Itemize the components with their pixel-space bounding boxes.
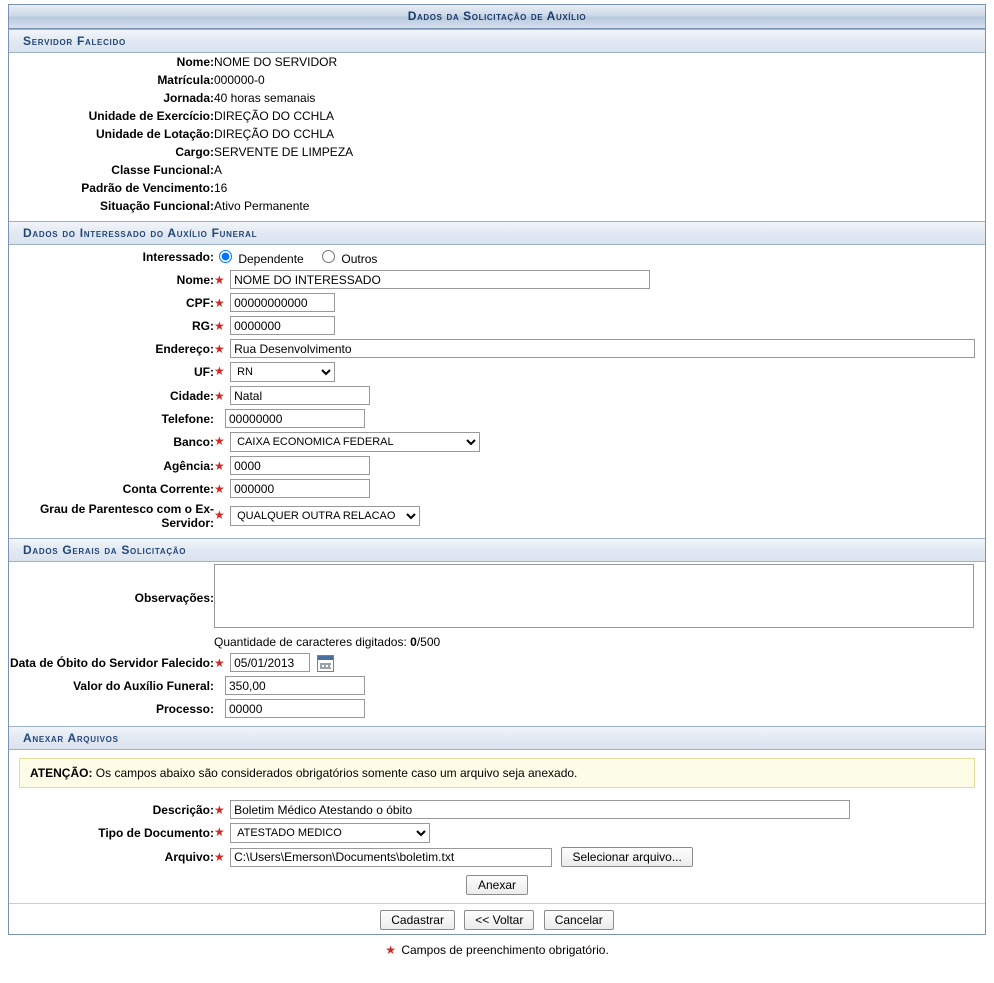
warning-label: ATENÇÃO: [30, 766, 93, 780]
field-label-padrao-vencimento: Padrão de Vencimento: [81, 181, 214, 195]
select-banco[interactable] [230, 432, 480, 452]
cadastrar-button[interactable]: Cadastrar [380, 910, 455, 930]
required-marker-icon: ★ [214, 318, 225, 333]
field-value-cargo: SERVENTE DE LIMPEZA [214, 145, 354, 159]
select-grau-parentesco[interactable] [230, 506, 420, 526]
label-banco: Banco: [173, 435, 214, 449]
input-valor-auxilio[interactable] [225, 676, 365, 695]
cell-endereco [214, 337, 985, 360]
char-counter-suffix: /500 [416, 635, 441, 649]
warning-box [19, 758, 975, 788]
cell-cidade [214, 384, 985, 407]
input-cpf[interactable] [230, 293, 335, 312]
form-row-cpf [9, 291, 985, 314]
radio-dependente[interactable] [219, 250, 232, 263]
table-row [9, 53, 985, 71]
section-header-interessado: Dados do Interessado do Auxílio Funeral [9, 221, 985, 245]
field-label-jornada: Jornada: [163, 91, 214, 105]
section-header-anexar-arquivos: Anexar Arquivos [9, 726, 985, 750]
cell-grau-parentesco [214, 500, 985, 532]
label-grau-parentesco: Grau de Parentesco com o Ex-Servidor: [39, 502, 214, 530]
cell-banco [214, 430, 985, 454]
label-descricao: Descrição: [152, 802, 214, 817]
cell-rg [214, 314, 985, 337]
servidor-falecido-table [9, 53, 985, 215]
field-label-nome: Nome: [176, 55, 214, 69]
field-value-unidade-exercicio: DIREÇÃO DO CCHLA [214, 109, 335, 123]
form-row-parentesco [9, 500, 985, 532]
field-label-classe-funcional: Classe Funcional: [111, 163, 214, 177]
form-row-rg [9, 314, 985, 337]
input-telefone[interactable] [225, 409, 365, 428]
label-tipo-documento: Tipo de Documento: [98, 826, 214, 840]
table-row [9, 161, 985, 179]
radio-label-outros: Outros [341, 252, 378, 266]
label-observacoes: Observações: [134, 590, 214, 605]
form-row-tipo-documento [9, 821, 985, 845]
table-row [9, 197, 985, 215]
label-contador-spacer [9, 633, 214, 651]
section-header-servidor-falecido: Servidor Falecido [9, 29, 985, 53]
page-root [0, 4, 994, 983]
required-note-text: Campos de preenchimento obrigatório. [401, 943, 609, 957]
required-fields-note [0, 935, 994, 961]
form-row-descricao [9, 798, 985, 821]
required-marker-icon: ★ [214, 655, 225, 670]
field-label-situacao-funcional: Situação Funcional: [99, 199, 214, 213]
voltar-button[interactable]: << Voltar [464, 910, 534, 930]
input-data-obito[interactable] [230, 653, 310, 672]
cell-tipo-documento [214, 821, 985, 845]
cell-descricao [214, 798, 985, 821]
table-row [9, 107, 985, 125]
form-row-nome [9, 268, 985, 291]
label-uf: UF: [194, 365, 214, 379]
cell-conta-corrente [214, 477, 985, 500]
input-nome-interessado[interactable] [230, 270, 650, 289]
field-value-matricula: 000000-0 [214, 73, 265, 87]
form-row-uf [9, 360, 985, 384]
dados-gerais-form [9, 562, 985, 720]
select-uf[interactable] [230, 362, 335, 382]
required-marker-icon: ★ [214, 825, 225, 839]
form-row-arquivo [9, 845, 985, 869]
field-value-jornada: 40 horas semanais [214, 91, 316, 105]
solicitacao-panel [8, 4, 986, 935]
form-row-telefone [9, 407, 985, 430]
cell-cpf [214, 291, 985, 314]
field-label-unidade-exercicio: Unidade de Exercício: [88, 109, 214, 123]
table-row [9, 125, 985, 143]
cell-valor-auxilio [214, 674, 985, 697]
form-row-conta [9, 477, 985, 500]
input-processo[interactable] [225, 699, 365, 718]
table-row [9, 71, 985, 89]
required-marker-icon: ★ [214, 850, 225, 864]
input-cidade[interactable] [230, 386, 370, 405]
page-title: Dados da Solicitação de Auxílio [9, 5, 985, 29]
input-conta-corrente[interactable] [230, 479, 370, 498]
form-row-data-obito [9, 651, 985, 674]
table-row [9, 179, 985, 197]
label-valor-auxilio: Valor do Auxílio Funeral: [73, 678, 214, 693]
anexar-button[interactable]: Anexar [466, 875, 528, 895]
cell-observacoes [214, 562, 985, 633]
label-agencia: Agência: [163, 458, 214, 473]
input-descricao[interactable] [230, 800, 850, 819]
form-row-processo [9, 697, 985, 720]
cell-nome-interessado [214, 268, 985, 291]
cancelar-button[interactable]: Cancelar [544, 910, 614, 930]
form-row-observacoes [9, 562, 985, 633]
required-marker-icon: ★ [214, 295, 225, 310]
table-row [9, 89, 985, 107]
form-row-banco [9, 430, 985, 454]
required-marker-icon: ★ [214, 341, 225, 356]
char-counter [214, 633, 985, 651]
field-label-cargo: Cargo: [175, 145, 214, 159]
required-marker-icon: ★ [214, 364, 225, 378]
select-tipo-documento[interactable] [230, 823, 430, 843]
field-value-classe-funcional: A [214, 163, 223, 177]
label-telefone: Telefone: [161, 411, 214, 426]
input-agencia[interactable] [230, 456, 370, 475]
field-value-nome: NOME DO SERVIDOR [214, 55, 338, 69]
label-nome-interessado: Nome: [176, 272, 214, 287]
required-marker-icon: ★ [214, 802, 225, 817]
interessado-radio-group [214, 245, 985, 268]
input-endereco[interactable] [230, 339, 975, 358]
section-header-dados-gerais: Dados Gerais da Solicitação [9, 538, 985, 562]
form-row-endereco [9, 337, 985, 360]
interessado-form [9, 245, 985, 532]
form-row-contador [9, 633, 985, 651]
char-counter-value: 0 [410, 635, 417, 649]
cell-arquivo [214, 845, 985, 869]
calendar-icon[interactable] [317, 655, 334, 672]
radio-outros[interactable] [322, 250, 335, 263]
field-label-matricula: Matrícula: [157, 73, 214, 87]
label-cidade: Cidade: [169, 388, 214, 403]
table-row [9, 143, 985, 161]
required-marker-icon: ★ [214, 458, 225, 473]
label-conta-corrente: Conta Corrente: [122, 481, 214, 496]
required-marker-icon: ★ [214, 388, 225, 403]
textarea-observacoes[interactable] [214, 564, 974, 628]
label-processo: Processo: [155, 701, 214, 716]
cell-processo [214, 697, 985, 720]
anexar-form [9, 798, 985, 869]
required-marker-icon: ★ [214, 481, 225, 496]
input-rg[interactable] [230, 316, 335, 335]
input-arquivo-path[interactable] [230, 848, 552, 867]
cell-uf [214, 360, 985, 384]
cell-agencia [214, 454, 985, 477]
field-value-situacao-funcional: Ativo Permanente [214, 199, 310, 213]
form-row-valor-auxilio [9, 674, 985, 697]
field-value-padrao-vencimento: 16 [214, 181, 228, 195]
form-row-agencia [9, 454, 985, 477]
cell-data-obito [214, 651, 985, 674]
main-action-row [9, 904, 985, 934]
label-endereco: Endereço: [155, 341, 214, 356]
warning-text: Os campos abaixo são considerados obrigatórios somente caso um arquivo seja anexado. [92, 766, 578, 780]
form-row-cidade [9, 384, 985, 407]
field-value-unidade-lotacao: DIREÇÃO DO CCHLA [214, 127, 335, 141]
radio-label-dependente: Dependente [238, 252, 304, 266]
label-arquivo: Arquivo: [164, 850, 214, 864]
anexar-button-row [9, 869, 985, 899]
required-marker-icon: ★ [214, 508, 225, 522]
cell-telefone [214, 407, 985, 430]
label-rg: RG: [192, 318, 214, 333]
label-interessado: Interessado: [142, 249, 214, 264]
required-marker-icon: ★ [214, 272, 225, 287]
label-cpf: CPF: [186, 295, 214, 310]
required-marker-icon: ★ [214, 434, 225, 448]
selecionar-arquivo-button[interactable]: Selecionar arquivo... [561, 847, 692, 867]
form-row-interessado [9, 245, 985, 268]
label-data-obito: Data de Óbito do Servidor Falecido: [9, 655, 214, 670]
field-label-unidade-lotacao: Unidade de Lotação: [95, 127, 214, 141]
char-counter-prefix: Quantidade de caracteres digitados: [214, 635, 411, 649]
required-marker-icon: ★ [385, 943, 396, 957]
